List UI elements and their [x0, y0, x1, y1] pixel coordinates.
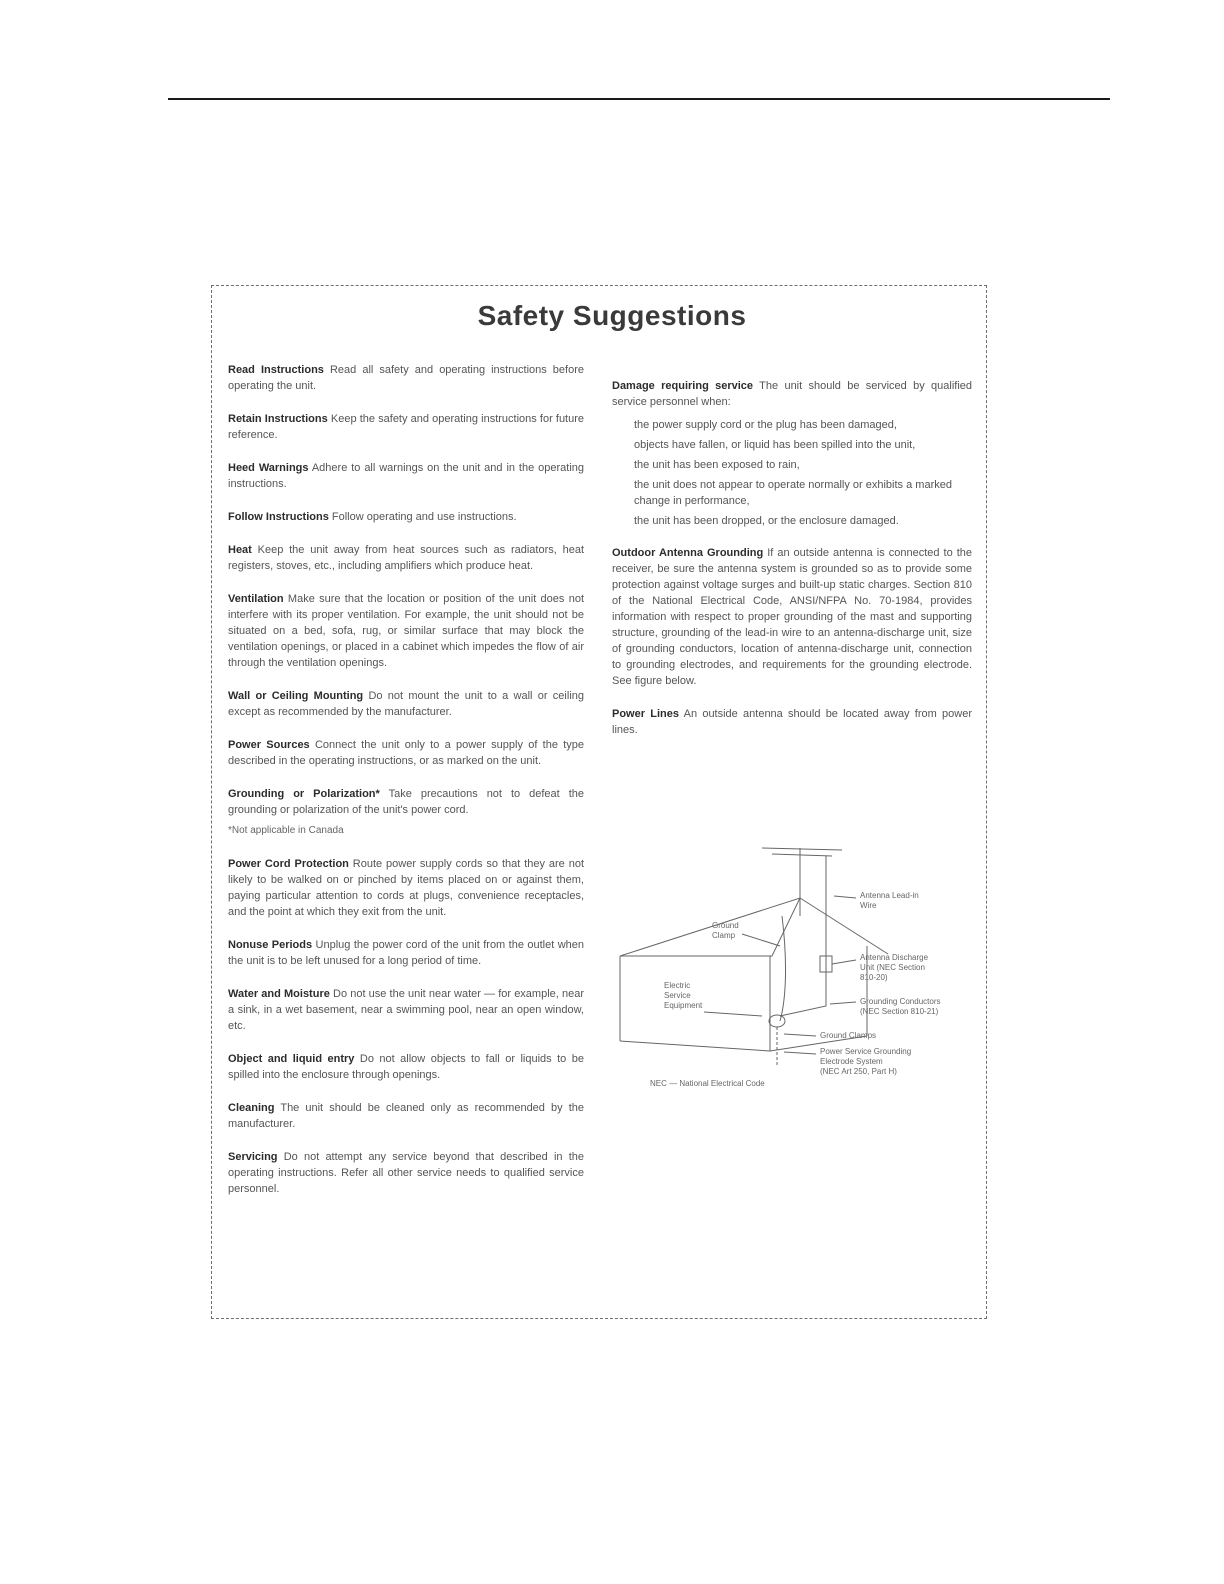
label-nec-note: NEC — National Electrical Code	[650, 1079, 765, 1088]
section-heat	[228, 542, 584, 574]
section-heading: Grounding or Polarization*	[228, 788, 380, 800]
label-ground-clamps: Ground Clamps	[820, 1031, 877, 1040]
page-title: Safety Suggestions	[477, 300, 747, 331]
section-text: Do not attempt any service beyond that described in the operating instructions. Refer all other service needs to qualified service personnel.	[228, 1151, 584, 1195]
section-antenna-grounding	[612, 545, 972, 689]
section-heed-warnings	[228, 460, 584, 492]
top-rule	[168, 98, 1110, 100]
label-ground-clamp: Clamp	[712, 931, 736, 940]
list-item: the unit has been dropped, or the enclosure damaged.	[634, 515, 899, 527]
section-text: If an outside antenna is connected to the receiver, be sure the antenna system is grounded so as to provide some protection against voltage surges and built-up static charges. Section 810 of the National Electrical Code, ANSI/NFPA No. 70-1984, provides information with respect to proper grounding of the mast and supporting structure, grounding of the lead-in wire to an antenna-discharge unit, size of grounding conductors, location of antenna-discharge unit, connection to grounding electrodes, and requirements for the grounding electrode. See figure below.	[612, 547, 972, 687]
section-text: Keep the safety and operating instructions for future reference.	[228, 413, 585, 441]
section-text: Adhere to all warnings on the unit and in the operating instructions.	[228, 462, 584, 490]
section-heading: Power Sources	[228, 739, 310, 751]
label-ground-clamp: Ground	[712, 921, 739, 930]
section-text: Do not use the unit near water — for example, near a sink, in a wet basement, near a swimming pool, near an open window, etc.	[228, 988, 584, 1032]
label-electric-equipment: Equipment	[664, 1001, 703, 1010]
grounding-conductor	[780, 972, 826, 1016]
section-heading: Water and Moisture	[228, 988, 330, 1000]
section-heading: Follow Instructions	[228, 511, 329, 523]
damage-list	[612, 417, 972, 529]
label-grounding-conductors: (NEC Section 810-21)	[860, 1007, 939, 1016]
section-heading: Cleaning	[228, 1102, 275, 1114]
section-heading: Nonuse Periods	[228, 939, 313, 951]
section-power-sources	[228, 737, 584, 769]
section-nonuse	[228, 937, 584, 969]
section-heading: Outdoor Antenna Grounding	[612, 547, 764, 559]
section-text: Do not allow objects to fall or liquids to be spilled into the enclosure through openings.	[228, 1053, 584, 1081]
left-column	[228, 362, 584, 1214]
section-text: Route power supply cords so that they are not likely to be walked on or pinched by items placed on or against them, paying particular attention to cords at plugs, convenience receptacles, and the point at which they exit from the unit.	[228, 858, 584, 918]
leader-line	[742, 934, 780, 946]
section-read-instructions	[228, 362, 584, 394]
section-heading: Power Lines	[612, 708, 679, 720]
section-heading: Damage requiring service	[612, 380, 754, 392]
label-electric-equipment: Service	[664, 991, 691, 1000]
label-electric-equipment: Electric	[664, 981, 691, 990]
section-retain-instructions	[228, 411, 584, 443]
section-heading: Heat	[228, 544, 252, 556]
section-heading: Object and liquid entry	[228, 1053, 355, 1065]
label-discharge-unit: Antenna Discharge	[860, 953, 929, 962]
section-text: Do not mount the unit to a wall or ceiling except as recommended by the manufacturer.	[228, 690, 584, 718]
section-text: Read all safety and operating instructions before operating the unit.	[228, 364, 584, 392]
section-wall-mounting	[228, 688, 584, 720]
house-roof	[620, 898, 888, 956]
section-cleaning	[228, 1100, 584, 1132]
section-text: The unit should be cleaned only as recommended by the manufacturer.	[228, 1102, 584, 1130]
section-object-entry	[228, 1051, 584, 1083]
antenna-element	[762, 848, 842, 850]
section-text: Take precautions not to defeat the grounding or polarization of the unit's power cord.	[228, 788, 584, 816]
section-heading: Power Cord Protection	[228, 858, 349, 870]
section-power-lines	[612, 706, 972, 738]
section-text: The unit should be serviced by qualified service personnel when:	[612, 380, 972, 408]
ground-clamp	[769, 1015, 785, 1027]
label-power-service: (NEC Art 250, Part H)	[820, 1067, 897, 1076]
right-column	[612, 378, 972, 755]
section-heading: Wall or Ceiling Mounting	[228, 690, 364, 702]
label-discharge-unit: Unit (NEC Section	[860, 963, 925, 972]
section-heading: Ventilation	[228, 593, 284, 605]
list-item: objects have fallen, or liquid has been spilled into the unit,	[634, 439, 916, 451]
list-item: the unit has been exposed to rain,	[634, 459, 800, 471]
antenna-element	[772, 854, 832, 856]
ground-wire	[780, 916, 786, 1021]
leader-line	[784, 1052, 816, 1054]
list-item: the power supply cord or the plug has been damaged,	[634, 419, 897, 431]
section-heading: Servicing	[228, 1151, 278, 1163]
house-base	[620, 1041, 770, 1051]
leader-line	[704, 1012, 762, 1016]
section-text: Make sure that the location or position of the unit does not interfere with its proper ventilation. For example, the unit should not be situated on a bed, sofa, rug, or similar surface that may block the ventilation openings, or placed in a cabinet which impedes the flow of air through the ventilation openings.	[228, 593, 584, 669]
canada-footnote: *Not applicable in Canada	[228, 825, 344, 836]
label-grounding-conductors: Grounding Conductors	[860, 997, 941, 1006]
label-power-service: Power Service Grounding	[820, 1047, 912, 1056]
leader-line	[784, 1034, 816, 1036]
leader-line	[832, 960, 856, 964]
section-text: An outside antenna should be located away from power lines.	[612, 708, 972, 736]
section-heading: Heed Warnings	[228, 462, 309, 474]
section-text: Unplug the power cord of the unit from the outlet when the unit is to be left unused for a long period of time.	[228, 939, 584, 967]
section-water	[228, 986, 584, 1034]
label-lead-in: Antenna Lead-in	[860, 891, 919, 900]
leader-line	[830, 1002, 856, 1004]
label-discharge-unit: 810-20)	[860, 973, 888, 982]
section-text: Follow operating and use instructions.	[331, 511, 517, 523]
section-ventilation	[228, 591, 584, 671]
section-text: Keep the unit away from heat sources such as radiators, heat registers, stoves, etc., including amplifiers which produce heat.	[228, 544, 584, 572]
section-grounding	[228, 786, 584, 818]
leader-line	[834, 896, 856, 898]
section-heading: Read Instructions	[228, 364, 324, 376]
section-power-cord	[228, 856, 584, 920]
label-lead-in: Wire	[860, 901, 877, 910]
label-power-service: Electrode System	[820, 1057, 883, 1066]
antenna-grounding-diagram	[612, 836, 972, 1096]
list-item: the unit does not appear to operate normally or exhibits a marked change in performance,	[634, 479, 952, 507]
section-servicing	[228, 1149, 584, 1197]
section-text: Connect the unit only to a power supply of the type described in the operating instructions, or as marked on the unit.	[228, 739, 585, 767]
section-follow-instructions	[228, 509, 584, 525]
section-damage-service	[612, 378, 972, 410]
section-heading: Retain Instructions	[228, 413, 328, 425]
